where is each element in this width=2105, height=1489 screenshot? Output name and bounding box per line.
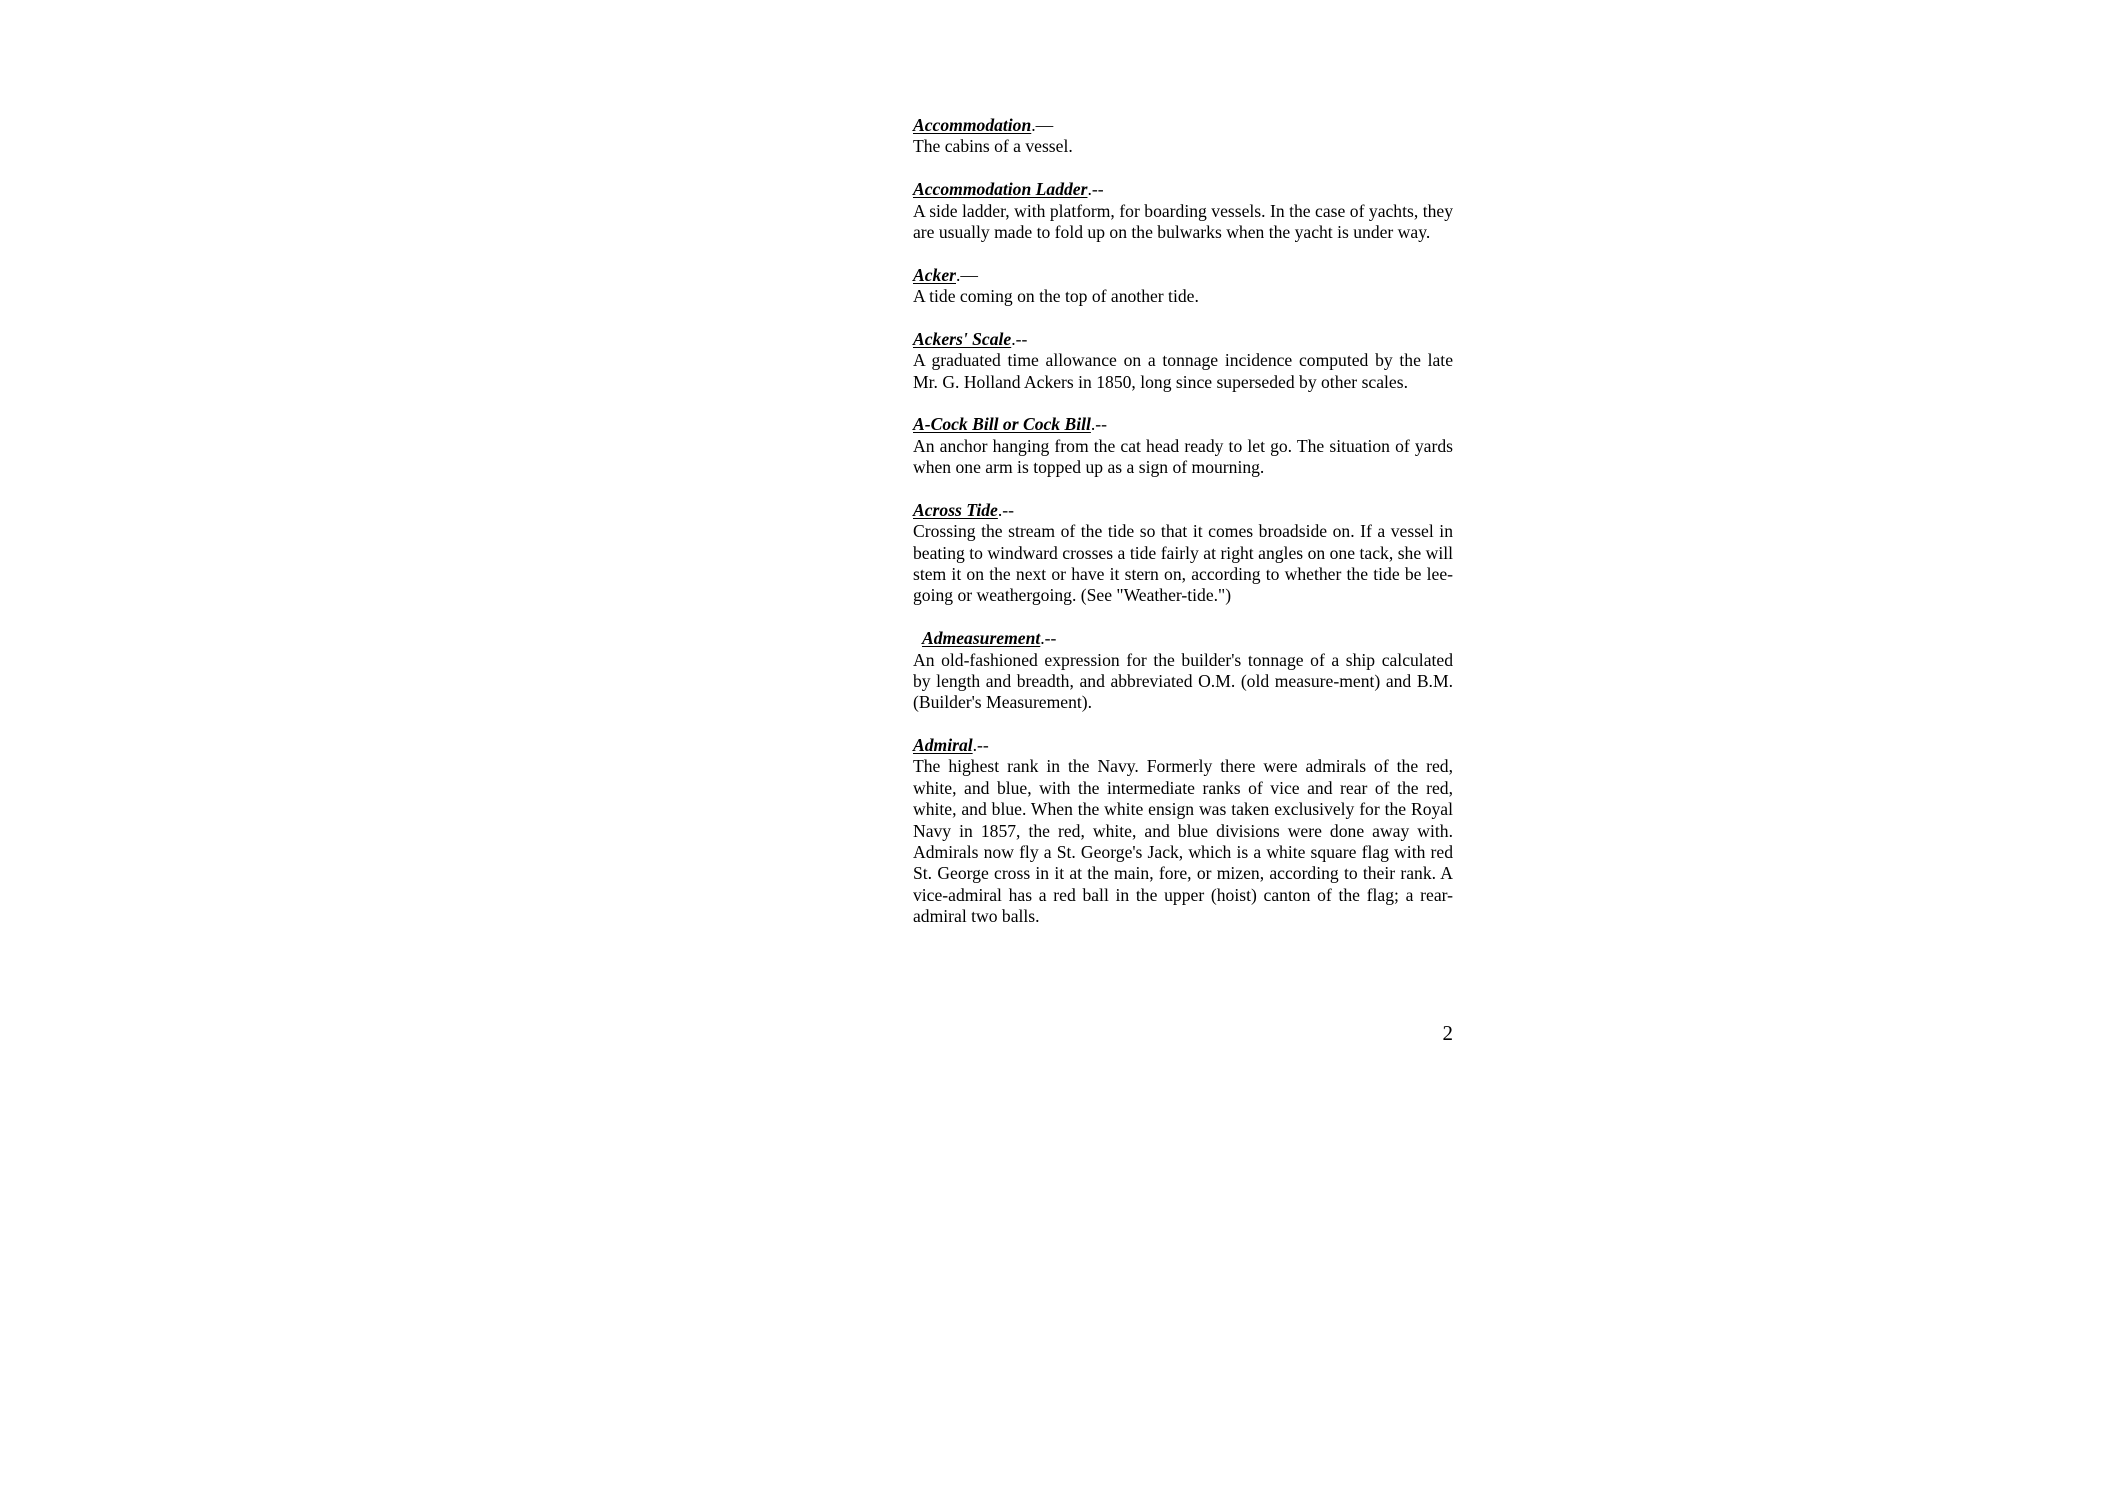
entry-heading [913,628,1453,649]
entry-definition: A graduated time allowance on a tonnage incidence computed by the late Mr. G. Holland Ackers in 1850, long since superseded by other scales. [913,350,1453,392]
glossary-entry-across-tide [913,500,1453,607]
entry-separator: .-- [1011,328,1028,349]
entry-definition: An anchor hanging from the cat head ready to let go. The situation of yards when one arm is topped up as a sign of mourning. [913,435,1453,478]
entry-term: Across Tide [913,499,998,520]
entry-separator: .-- [997,499,1014,520]
entry-heading [913,265,1453,286]
entry-heading [913,414,1453,435]
entry-term: Ackers' Scale [913,328,1012,349]
entry-term: Admeasurement [922,628,1041,649]
entry-term: A-Cock Bill or Cock Bill [913,414,1091,435]
glossary-entry-a-cock-bill [913,414,1453,478]
entry-definition: A tide coming on the top of another tide. [913,286,1199,307]
entry-definition: The highest rank in the Navy. Formerly there were admirals of the red, white, and blue, with the intermediate ranks of vice and rear of the red, white, and blue. When the white ensign was taken exclusively for the Royal Navy in 1857, the red, white, and blue divisions were done away with. Admirals now fly a St. George's Jack, which is a white square flag with red St. George cross in it at the main, fore, or mizen, according to their rank. A vice-admiral has a red ball in the upper (hoist) canton of the flag; a rear-admiral two balls. [913,756,1453,927]
entry-term: Accommodation [913,115,1032,135]
entry-heading [913,179,1453,200]
entry-heading [913,735,1453,756]
entry-separator: .-- [1040,628,1057,649]
entry-separator: .-- [972,735,989,756]
glossary-entry-accommodation-ladder [913,179,1453,243]
entry-definition: The cabins of a vessel. [913,136,1073,157]
entry-heading [913,115,1453,136]
entry-heading [913,329,1453,350]
entry-definition: Crossing the stream of the tide so that it comes broadside on. If a vessel in beating to windward crosses a tide fairly at right angles on one tack, she will stem it on the next or have it stern on, according to whether the tide be lee-going or weathergoing. (See "Weather-tide.") [913,521,1453,606]
entry-separator: .-- [1090,414,1108,435]
entry-definition: An old-fashioned expression for the builder's tonnage of a ship calculated by length and breadth, and abbreviated O.M. (old measure-ment) and B.M. (Builder's Measurement). [913,649,1453,713]
entry-term: Accommodation Ladder [913,179,1088,200]
glossary-entry-ackers-scale [913,329,1453,393]
glossary-page [913,115,1453,949]
entry-separator: .-- [1087,179,1104,200]
entry-separator: .— [956,264,978,285]
glossary-entry-accommodation [913,115,1453,158]
page-number: 2 [1442,1021,1453,1045]
entry-heading [913,500,1453,521]
glossary-entry-acker [913,265,1453,308]
entry-term: Acker [913,264,956,285]
glossary-entry-admiral [913,735,1453,928]
entry-separator: .— [1031,115,1054,135]
entry-definition: A side ladder, with platform, for boarding vessels. In the case of yachts, they are usually made to fold up on the bulwarks when the yacht is under way. [913,200,1453,242]
glossary-entry-admeasurement [913,628,1453,714]
entry-term: Admiral [913,735,973,756]
